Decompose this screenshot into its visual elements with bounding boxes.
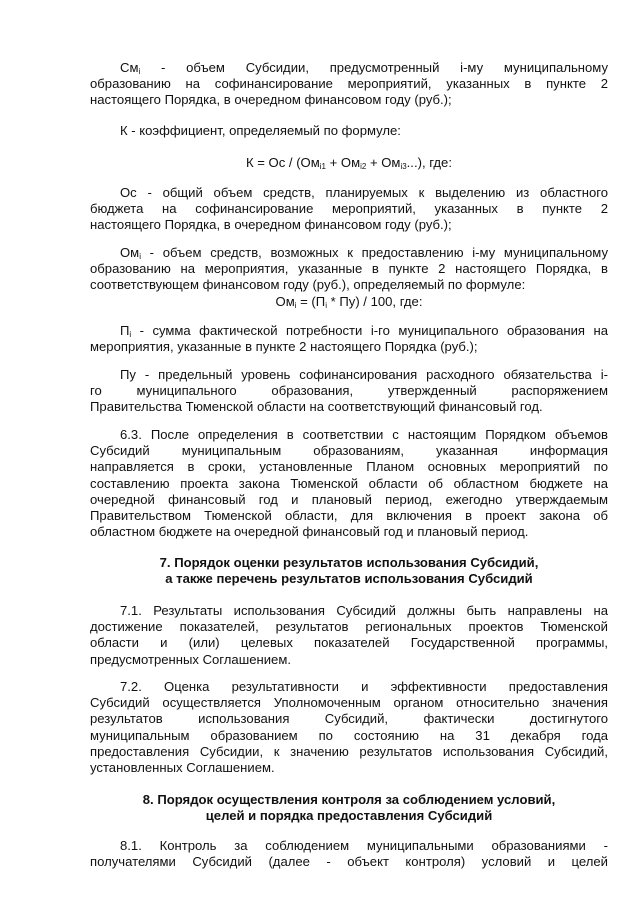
text-line: 6.3. После определения в соответствии с настоящим Порядком объемов	[120, 427, 608, 442]
section-7-heading	[90, 555, 608, 587]
paragraph-cm-definition	[90, 60, 608, 109]
formula-k	[90, 155, 608, 171]
text-run: - сумма фактической потребности i-го муниципального образования на	[131, 323, 608, 338]
formula-subscript: i2	[360, 162, 367, 171]
formula-text: = (П	[296, 293, 326, 309]
formula-text: ...), где:	[406, 155, 452, 170]
formula-text: К = Ос / (Ом	[246, 155, 320, 170]
paragraph-om-definition	[90, 245, 608, 310]
variable-symbol: П	[120, 323, 130, 338]
text-line: направляется в сроки, установленные Планом основных мероприятий по	[90, 459, 608, 475]
text-line: установленных Соглашением.	[90, 760, 275, 776]
text-line: результатов использования Субсидий, фактически достигнутого	[90, 711, 608, 727]
formula-line	[90, 155, 608, 171]
text-line: Правительства Тюменской области на соответствующий финансовый год.	[90, 399, 543, 415]
text-line: К - коэффициент, определяемый по формуле:	[120, 123, 401, 138]
text-line: очередной финансовый год и плановый период, ежегодно утверждаемым	[90, 491, 608, 507]
text-line: предусмотренных Соглашением.	[90, 651, 291, 667]
text-line: 7.2. Оценка результативности и эффективности предоставления	[120, 679, 608, 694]
paragraph-pu-definition	[90, 367, 608, 416]
text-line: достижение показателей, результатов региональных проектов Тюменской	[90, 619, 608, 635]
paragraph-p-definition	[90, 323, 608, 355]
text-line: бюджета на софинансирование мероприятий, указанных в пункте 2	[90, 201, 608, 217]
text-line: образованию на софинансирование мероприятий, указанных в пункте 2	[90, 76, 608, 92]
text-line: 7.1. Результаты использования Субсидий должны быть направлены на	[120, 603, 608, 618]
formula-subscript: i3	[400, 162, 407, 171]
paragraph-os-definition	[90, 185, 608, 234]
text-line: Субсидий муниципальным образованиям, указанная информация	[90, 443, 608, 459]
text-line	[90, 245, 608, 261]
text-line: областном бюджете на очередной финансовый год и плановый период.	[90, 524, 529, 540]
text-line: настоящего Порядка, в очередном финансовом году (руб.);	[90, 92, 452, 108]
paragraph-6-3	[90, 427, 608, 540]
text-line: Пу - предельный уровень софинансирования расходного обязательства i-	[120, 367, 608, 382]
formula-text: + Ом	[325, 155, 361, 170]
text-line: 8.1. Контроль за соблюдением муниципальными образованиями -	[120, 838, 608, 853]
formula-subscript: i	[325, 300, 327, 310]
variable-subscript: i	[129, 330, 132, 339]
formula-subscript: i1	[319, 162, 326, 171]
text-line: го муниципального образования, утвержденный распоряжением	[90, 383, 608, 399]
text-line: муниципальным образованием по состоянию на 31 декабря года	[90, 727, 608, 743]
variable-symbol: См	[120, 60, 139, 75]
variable-subscript: i	[138, 67, 141, 76]
text-line: области и (или) целевых показателей Государственной программы,	[90, 635, 608, 651]
text-line: составлению проекта закона Тюменской области об областном бюджете на	[90, 475, 608, 491]
text-run: - объем средств, возможных к предоставлению i-му муниципальному	[140, 245, 608, 260]
formula-text: + Ом	[366, 155, 401, 170]
paragraph-8-1	[90, 838, 608, 870]
formula-subscript: i	[294, 300, 297, 310]
section-8-heading	[90, 792, 608, 824]
heading-line: 7. Порядок оценки результатов использования Субсидий,	[159, 555, 539, 570]
formula-text: Ом	[275, 293, 295, 309]
text-line: образованию на мероприятия, указанные в пункте 2 настоящего Порядка, в	[90, 261, 608, 277]
formula-line	[90, 294, 608, 310]
text-line: Ос - общий объем средств, планируемых к выделению из областного	[120, 185, 608, 200]
text-line	[90, 323, 608, 339]
text-line: Правительством Тюменской области, для включения в проект закона об	[90, 508, 608, 524]
text-line: Субсидий осуществляется Уполномоченным органом относительно значения	[90, 695, 608, 711]
variable-symbol: Ом	[120, 245, 140, 260]
text-line: мероприятия, указанные в пункте 2 настоящего Порядка (руб.);	[90, 339, 478, 355]
heading-line: 8. Порядок осуществления контроля за соблюдением условий,	[142, 792, 556, 807]
text-line: настоящего Порядка, в очередном финансовом году (руб.);	[90, 217, 452, 233]
text-line: соответствующем финансовом году (руб.), определяемый по формуле:	[90, 277, 526, 293]
paragraph-k-coefficient	[90, 123, 608, 139]
text-line	[90, 60, 608, 76]
text-line: получателями Субсидий (далее - объект контроля) условий и целей	[90, 854, 608, 870]
paragraph-7-2	[90, 679, 608, 776]
heading-line: целей и порядка предоставления Субсидий	[205, 808, 493, 824]
variable-subscript: i	[139, 252, 141, 261]
formula-text: * Пу) / 100, где:	[326, 293, 423, 309]
heading-line: а также перечень результатов использования Субсидий	[165, 571, 533, 587]
paragraph-7-1	[90, 603, 608, 668]
text-line: предоставления Субсидии, к значению результатов использования Субсидий,	[90, 743, 608, 759]
text-run: - объем Субсидии, предусмотренный i-му муниципальному	[140, 60, 608, 75]
